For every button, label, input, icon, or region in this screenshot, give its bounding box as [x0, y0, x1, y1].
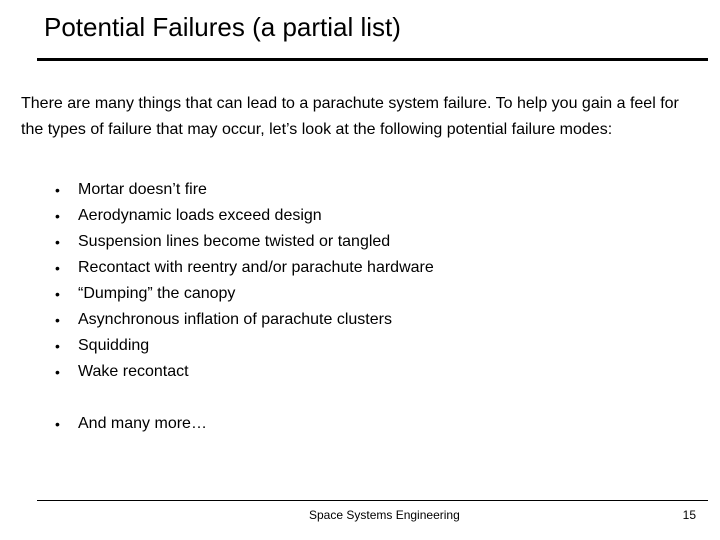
- list-item-text: Aerodynamic loads exceed design: [78, 207, 322, 224]
- intro-paragraph: There are many things that can lead to a parachute system failure. To help you gain a feel for the types of failure that may occur, let’s look at the following potential failure modes:: [21, 95, 679, 138]
- bullet-icon: •: [55, 208, 60, 224]
- list-item-text: Mortar doesn’t fire: [78, 181, 207, 198]
- bullet-icon: •: [55, 364, 60, 380]
- bullet-icon: •: [55, 312, 60, 328]
- bullet-icon: •: [55, 260, 60, 276]
- list-item: [0, 229, 600, 255]
- footer-text: Space Systems Engineering: [309, 508, 460, 522]
- list-item-text: Squidding: [78, 337, 150, 354]
- list-item-text: Recontact with reentry and/or parachute hardware: [78, 259, 434, 276]
- bullet-icon: •: [55, 416, 60, 432]
- list-item-text: “Dumping” the canopy: [78, 285, 236, 302]
- bullet-icon: •: [55, 234, 60, 250]
- page-number: 15: [682, 508, 696, 522]
- list-item: [0, 307, 600, 333]
- list-item: [0, 203, 600, 229]
- list-item: [0, 255, 600, 281]
- closing-item-text: And many more…: [78, 415, 207, 432]
- list-item-text: Suspension lines become twisted or tangled: [78, 233, 391, 250]
- title-divider: [37, 58, 708, 61]
- failure-modes-list: [0, 177, 600, 437]
- bullet-icon: •: [55, 182, 60, 198]
- list-item: [0, 281, 600, 307]
- list-item-text: Asynchronous inflation of parachute clusters: [78, 311, 392, 328]
- bullet-icon: •: [55, 338, 60, 354]
- list-item: [0, 359, 600, 385]
- list-item-closing: [0, 411, 600, 437]
- list-spacer: [0, 385, 600, 411]
- footer-divider: [37, 500, 708, 501]
- list-item: [0, 177, 600, 203]
- bullet-icon: •: [55, 286, 60, 302]
- list-item-text: Wake recontact: [78, 363, 189, 380]
- slide-title: Potential Failures (a partial list): [44, 12, 401, 42]
- list-item: [0, 333, 600, 359]
